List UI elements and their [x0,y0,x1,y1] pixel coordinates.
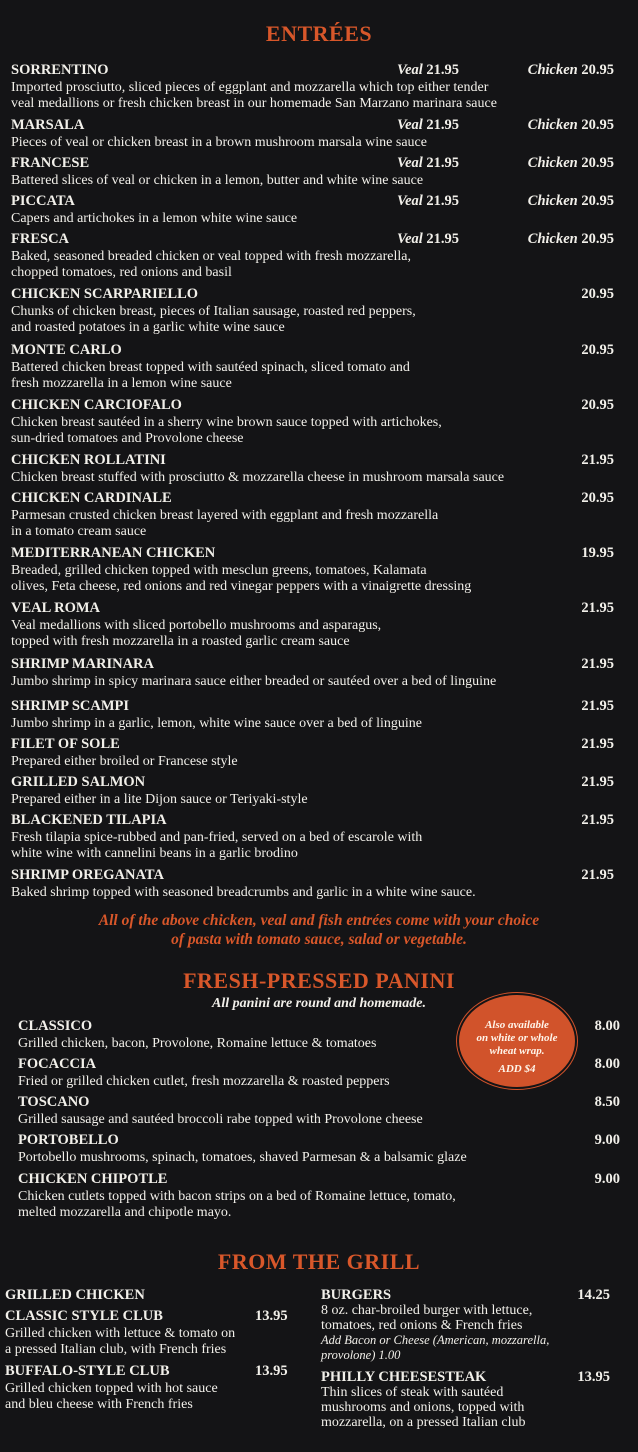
entree-description: white wine with cannelini beans in a garlic brodino [11,846,298,861]
entree-name: FRESCA [11,231,70,247]
panini-name: CHICKEN CHIPOTLE [18,1171,168,1187]
veal-label: Veal [397,117,423,133]
panini-price: 9.00 [594,1171,620,1187]
panini-title: FRESH-PRESSED PANINI [183,968,455,993]
entree-name: CHICKEN CARDINALE [11,490,172,506]
entree-description: topped with fresh mozzarella in a roasted garlic cream sauce [11,634,350,649]
entree-description: in a tomato cream sauce [11,524,147,539]
panini-price: 8.00 [594,1018,620,1034]
entree-description: Chicken breast stuffed with prosciutto & mozzarella cheese in mushroom marsala sauce [11,470,505,485]
veal-value: 21.95 [426,231,460,247]
entree-description: Pieces of veal or chicken breast in a brown mushroom marsala wine sauce [11,135,427,150]
entree-price: 21.95 [581,867,614,883]
entree-name: SHRIMP MARINARA [11,656,154,672]
veal-label: Veal [397,62,423,78]
entree-description: Veal medallions with sliced portobello mushrooms and asparagus, [11,618,382,633]
grill-title: FROM THE GRILL [217,1249,421,1274]
grill-item-price: 13.95 [255,1363,288,1379]
entree-price: 20.95 [581,286,614,302]
entree-price: 21.95 [581,812,614,828]
grill-item-description: Thin slices of steak with sautéed [321,1385,504,1400]
veal-value: 21.95 [426,155,460,171]
entree-name: CHICKEN ROLLATINI [11,452,166,468]
grilled-chicken-heading: GRILLED CHICKEN [5,1287,145,1303]
entree-price: 21.95 [581,698,614,714]
grill-item-name: PHILLY CHEESESTEAK [321,1369,487,1385]
entree-description: Baked, seasoned breaded chicken or veal topped with fresh mozzarella, [11,249,411,264]
veal-label: Veal [397,193,423,209]
panini-description: Portobello mushrooms, spinach, tomatoes, shaved Parmesan & a balsamic glaze [18,1150,467,1165]
entree-name: CHICKEN SCARPARIELLO [11,286,199,302]
entree-name: PICCATA [11,193,75,209]
entree-description: fresh mozzarella in a lemon wine sauce [11,376,232,391]
chicken-label: Chicken [527,117,578,133]
entree-name: SHRIMP OREGANATA [11,867,164,883]
panini-description: Grilled sausage and sautéed broccoli rabe topped with Provolone cheese [18,1112,423,1127]
badge-price: ADD $4 [498,1063,536,1075]
entree-description: Imported prosciutto, sliced pieces of eggplant and mozzarella which top either tender [11,80,489,95]
panini-name: PORTOBELLO [18,1132,119,1148]
entree-name: SORRENTINO [11,62,109,78]
chicken-label: Chicken [527,193,578,209]
entree-name: FILET OF SOLE [11,736,120,752]
entree-price: 19.95 [581,545,614,561]
badge-line: wheat wrap. [489,1045,545,1057]
grill-item-name: BUFFALO-STYLE CLUB [5,1363,170,1379]
entree-name: MONTE CARLO [11,342,122,358]
panini-subtitle: All panini are round and homemade. [212,996,426,1011]
entree-price: 20.95 [581,342,614,358]
chicken-price [528,155,614,172]
chicken-value: 20.95 [581,117,614,133]
entree-description: Baked shrimp topped with seasoned breadcrumbs and garlic in a white wine sauce. [11,885,476,900]
veal-price [397,155,459,172]
badge-line: Also available [485,1019,549,1031]
chicken-price [528,62,614,79]
wrap-badge [457,993,577,1089]
grill-item-description: 8 oz. char-broiled burger with lettuce, [321,1303,533,1318]
entree-name: FRANCESE [11,155,90,171]
badge-line: on white or whole [476,1032,558,1044]
entree-price: 21.95 [581,736,614,752]
chicken-value: 20.95 [581,155,614,171]
entrees-note-line: of pasta with tomato sauce, salad or vegetable. [171,931,467,948]
panini-price: 8.00 [594,1056,620,1072]
panini-description: Fried or grilled chicken cutlet, fresh mozzarella & roasted peppers [18,1074,390,1089]
veal-label: Veal [397,155,423,171]
entree-name: BLACKENED TILAPIA [11,812,167,828]
entree-description: veal medallions or fresh chicken breast in our homemade San Marzano marinara sauce [11,96,497,111]
veal-price [397,231,459,248]
entree-price: 20.95 [581,397,614,413]
entree-description: sun-dried tomatoes and Provolone cheese [11,431,244,446]
entree-description: chopped tomatoes, red onions and basil [11,265,232,280]
chicken-label: Chicken [527,231,578,247]
panini-description: Grilled chicken, bacon, Provolone, Romaine lettuce & tomatoes [18,1036,377,1051]
grill-item-price: 13.95 [577,1369,610,1385]
panini-price: 8.50 [594,1094,620,1110]
entree-description: Jumbo shrimp in a garlic, lemon, white wine sauce over a bed of linguine [11,716,422,731]
entree-description: Chicken breast sautéed in a sherry wine brown sauce topped with artichokes, [11,415,442,430]
chicken-label: Chicken [527,62,578,78]
grill-item-description: Grilled chicken topped with hot sauce [5,1381,218,1396]
panini-description: melted mozzarella and chipotle mayo. [18,1205,232,1220]
chicken-label: Chicken [527,155,578,171]
entree-description: Breaded, grilled chicken topped with mesclun greens, tomatoes, Kalamata [11,563,427,578]
entree-description: and roasted potatoes in a garlic white wine sauce [11,320,285,335]
grill-item-description: mushrooms and onions, topped with [321,1400,525,1415]
grill-item-addon: Add Bacon or Cheese (American, mozzarella, [321,1333,550,1347]
entree-name: GRILLED SALMON [11,774,146,790]
chicken-value: 20.95 [581,193,614,209]
veal-price [397,62,459,79]
panini-price: 9.00 [594,1132,620,1148]
panini-name: TOSCANO [18,1094,90,1110]
grill-item-description: and bleu cheese with French fries [5,1397,193,1412]
entree-name: VEAL ROMA [11,600,101,616]
panini-name: CLASSICO [18,1018,93,1034]
veal-value: 21.95 [426,62,460,78]
entree-name: MEDITERRANEAN CHICKEN [11,545,216,561]
chicken-price [528,117,614,134]
veal-value: 21.95 [426,193,460,209]
veal-price [397,117,459,134]
entrees-note-line: All of the above chicken, veal and fish entrées come with your choice [98,912,540,929]
entree-description: Parmesan crusted chicken breast layered with eggplant and fresh mozzarella [11,508,439,523]
chicken-value: 20.95 [581,231,614,247]
entree-price: 21.95 [581,452,614,468]
chicken-price [528,193,614,210]
entree-description: Jumbo shrimp in spicy marinara sauce either breaded or sautéed over a bed of linguine [11,674,497,689]
entree-name: CHICKEN CARCIOFALO [11,397,182,413]
grill-item-addon: provolone) 1.00 [321,1348,401,1362]
entree-name: MARSALA [11,117,85,133]
entree-description: olives, Feta cheese, red onions and red vinegar peppers with a vinaigrette dressing [11,579,472,594]
chicken-price [528,231,614,248]
grill-item-description: a pressed Italian club, with French fries [5,1342,227,1357]
entree-price: 21.95 [581,774,614,790]
entree-description: Fresh tilapia spice-rubbed and pan-fried, served on a bed of escarole with [11,830,423,845]
veal-price [397,193,459,210]
entree-description: Chunks of chicken breast, pieces of Italian sausage, roasted red peppers, [11,304,416,319]
entree-description: Prepared either broiled or Francese style [11,754,238,769]
grill-item-price: 14.25 [577,1287,610,1303]
entree-price: 20.95 [581,490,614,506]
grill-item-description: mozzarella, on a pressed Italian club [321,1415,526,1430]
entree-name: SHRIMP SCAMPI [11,698,130,714]
chicken-value: 20.95 [581,62,614,78]
entree-description: Capers and artichokes in a lemon white wine sauce [11,211,298,226]
veal-label: Veal [397,231,423,247]
grill-item-name: CLASSIC STYLE CLUB [5,1308,163,1324]
entrees-title: ENTRÉES [265,21,373,46]
entree-description: Battered chicken breast topped with sautéed spinach, sliced tomato and [11,360,410,375]
veal-value: 21.95 [426,117,460,133]
grill-item-description: tomatoes, red onions & French fries [321,1318,523,1333]
panini-name: FOCACCIA [18,1056,97,1072]
grill-item-description: Grilled chicken with lettuce & tomato on [5,1326,236,1341]
grill-item-name: BURGERS [321,1287,392,1303]
panini-description: Chicken cutlets topped with bacon strips on a bed of Romaine lettuce, tomato, [18,1189,456,1204]
entree-price: 21.95 [581,656,614,672]
entree-description: Prepared either in a lite Dijon sauce or Teriyaki-style [11,792,308,807]
entree-description: Battered slices of veal or chicken in a lemon, butter and white wine sauce [11,173,424,188]
grill-item-price: 13.95 [255,1308,288,1324]
entree-price: 21.95 [581,600,614,616]
